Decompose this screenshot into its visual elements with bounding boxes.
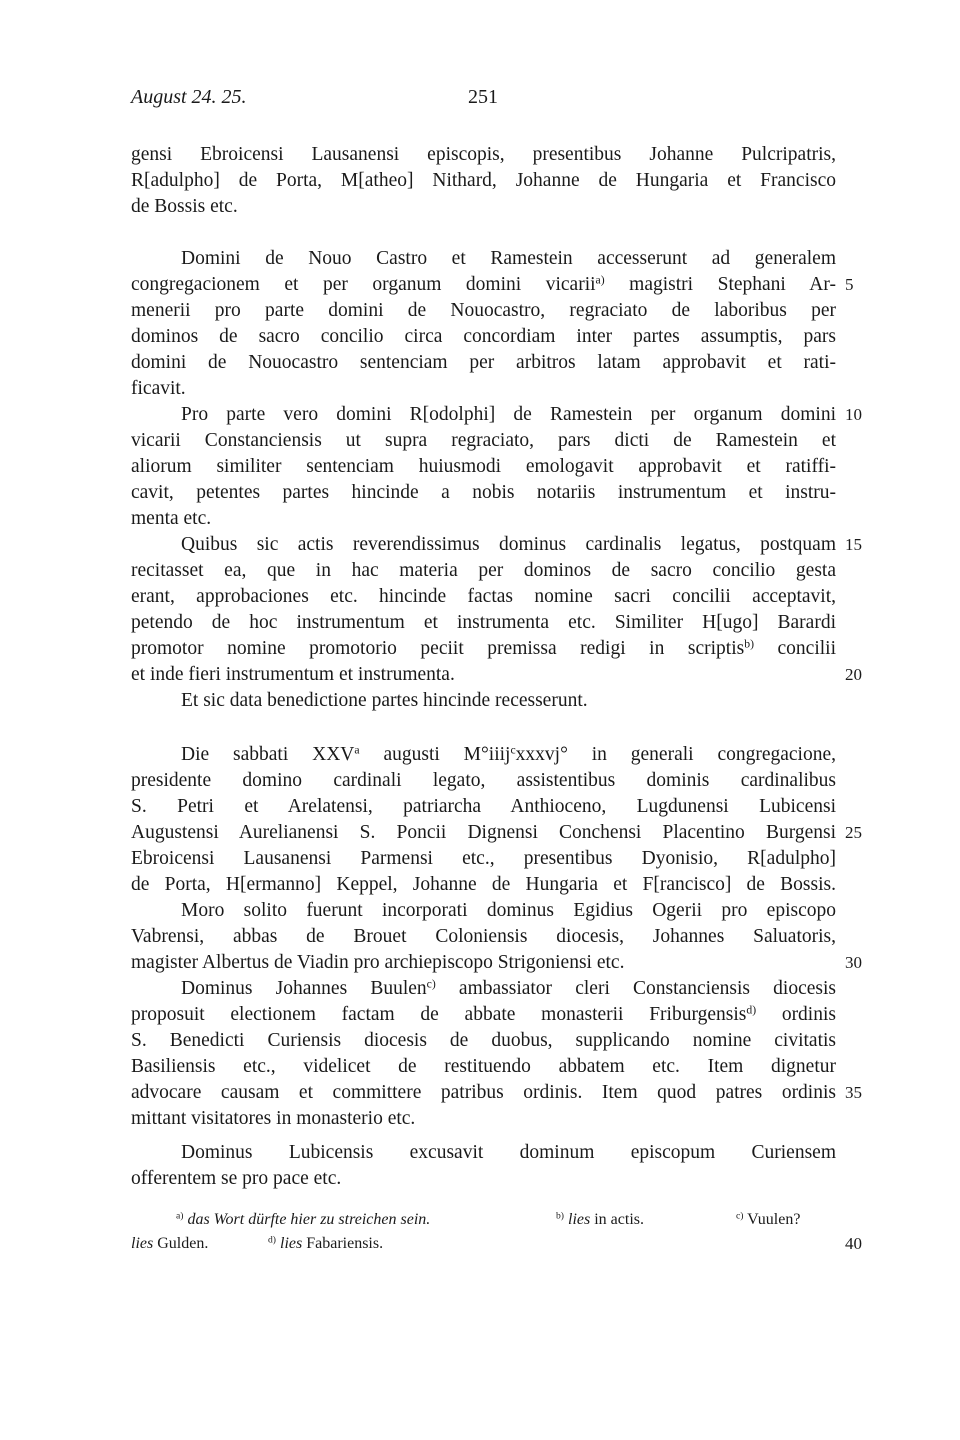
text-line <box>181 742 836 767</box>
superscript: c) <box>426 977 436 991</box>
footnote-marker: b) <box>556 1210 564 1222</box>
text-line <box>131 636 836 661</box>
line-number: 35 <box>845 1083 862 1102</box>
superscript: d) <box>746 1003 757 1017</box>
text-line <box>181 1140 836 1165</box>
text-line <box>131 194 836 219</box>
line-text: xxxvj° in generali congregacione, <box>515 744 837 765</box>
line-number: 30 <box>845 953 862 972</box>
line-text: erant, approbaciones etc. hincinde factas nomine sacri concilii acceptavit, <box>131 586 836 607</box>
line-text: advocare causam et committere patribus ordinis. Item quod patres ordinis <box>131 1082 836 1103</box>
text-line <box>131 142 836 167</box>
text-line <box>131 1080 836 1105</box>
text-line <box>131 794 836 819</box>
text-line <box>181 688 836 713</box>
line-text: Basiliensis etc., videlicet de restituendo abbatem etc. Item dignetur <box>131 1056 836 1077</box>
text-line <box>131 298 836 323</box>
line-text: mittant visitatores in monasterio etc. <box>131 1108 416 1129</box>
line-number: 15 <box>845 535 862 554</box>
line-text: concilii <box>753 638 836 659</box>
line-text: aliorum similiter sentenciam huiusmodi emologavit approbavit et ratiffi- <box>131 456 836 477</box>
line-text: Augustensi Aurelianensi S. Poncii Dignensi Conchensi Placentino Burgensi <box>131 822 836 843</box>
page-header <box>131 86 851 116</box>
superscript: b) <box>744 637 754 651</box>
line-text: Pro parte vero domini R[odolphi] de Ramestein per organum domini <box>181 404 836 425</box>
line-text: presidente domino cardinali legato, assistentibus dominis cardinalibus <box>131 770 836 791</box>
line-text: ambassiator cleri Constanciensis diocesis <box>435 978 836 999</box>
footnote-italic: lies <box>280 1235 303 1252</box>
footnote-text: Fabariensis. <box>302 1235 384 1252</box>
text-line <box>181 402 836 427</box>
text-line <box>181 532 836 557</box>
line-text: S. Petri et Arelatensi, patriarcha Anthioceno, Lugdunensi Lubicensi <box>131 796 836 817</box>
footnote-italic: lies <box>131 1235 154 1252</box>
footnote-c <box>736 1209 800 1231</box>
line-number: 20 <box>845 665 862 684</box>
line-number: 25 <box>845 823 862 842</box>
text-line <box>131 662 836 687</box>
footnote-marker: a) <box>176 1210 184 1222</box>
line-text: recitasset ea, que in hac materia per dominos de sacro concilio gesta <box>131 560 836 581</box>
footnote-b <box>556 1209 644 1231</box>
text-line <box>131 872 836 897</box>
text-line <box>131 454 836 479</box>
line-number: 40 <box>845 1234 862 1253</box>
superscript: a <box>354 743 360 757</box>
text-line <box>131 376 836 401</box>
line-text: vicarii Constanciensis ut supra regraciato, pars dicti de Ramestein et <box>131 430 836 451</box>
footnote-marker: c) <box>736 1210 744 1222</box>
footnote-text: das Wort dürfte hier zu streichen sein. <box>187 1211 431 1228</box>
line-text: Ebroicensi Lausanensi Parmensi etc., presentibus Dyonisio, R[adulpho] <box>131 848 836 869</box>
line-text: menerii pro parte domini de Nouocastro, regraciato de laboribus per <box>131 300 836 321</box>
text-line <box>131 846 836 871</box>
text-line <box>131 324 836 349</box>
text-line <box>131 584 836 609</box>
page-number: 251 <box>468 86 498 108</box>
line-text: magistri Stephani Ar- <box>604 274 836 295</box>
text-line <box>131 950 836 975</box>
text-line <box>131 480 836 505</box>
line-text: et inde fieri instrumentum et instrumenta. <box>131 664 455 685</box>
line-text: ficavit. <box>131 378 186 399</box>
text-line <box>131 610 836 635</box>
footnote-text: Vuulen? <box>747 1211 801 1228</box>
line-number: 5 <box>845 275 854 294</box>
text-line <box>181 898 836 923</box>
text-line <box>131 350 836 375</box>
line-text: magister Albertus de Viadin pro archiepiscopo Strigoniensi etc. <box>131 952 625 973</box>
line-text: Moro solito fuerunt incorporati dominus Egidius Ogerii pro episcopo <box>181 900 836 921</box>
text-line <box>131 272 836 297</box>
line-text: congregacionem et per organum domini vicarii <box>131 274 596 295</box>
line-text: Domini de Nouo Castro et Ramestein accesserunt ad generalem <box>181 248 836 269</box>
text-line <box>131 820 836 845</box>
text-line <box>131 768 836 793</box>
line-text: Dominus Johannes Buulen <box>181 978 427 999</box>
text-line <box>131 506 836 531</box>
text-line <box>131 1106 836 1131</box>
line-text: gensi Ebroicensi Lausanensi episcopis, presentibus Johanne Pulcripatris, <box>131 144 836 165</box>
line-text: Dominus Lubicensis excusavit dominum episcopum Curiensem <box>181 1142 836 1163</box>
text-line <box>181 246 836 271</box>
footnote-d <box>268 1233 383 1255</box>
superscript: c <box>510 743 516 757</box>
line-text: petendo de hoc instrumentum et instrumenta etc. Similiter H[ugo] Barardi <box>131 612 836 633</box>
text-line <box>131 1028 836 1053</box>
footnote-a <box>176 1209 430 1231</box>
line-text: de Bossis etc. <box>131 196 238 217</box>
text-line <box>131 168 836 193</box>
text-line <box>131 1166 836 1191</box>
text-line <box>131 558 836 583</box>
text-line <box>131 924 836 949</box>
line-text: augusti M°iiij <box>359 744 511 765</box>
line-text: R[adulpho] de Porta, M[atheo] Nithard, Johanne de Hungaria et Francisco <box>131 170 836 191</box>
line-text: Vabrensi, abbas de Brouet Coloniensis diocesis, Johannes Saluatoris, <box>131 926 836 947</box>
line-text: proposuit electionem factam de abbate monasterii Friburgensis <box>131 1004 747 1025</box>
line-text: Quibus sic actis reverendissimus dominus cardinalis legatus, postquam <box>181 534 836 555</box>
line-text: S. Benedicti Curiensis diocesis de duobus, supplicando nomine civitatis <box>131 1030 836 1051</box>
line-text: Et sic data benedictione partes hincinde recesserunt. <box>181 690 588 711</box>
footnote-text: in actis. <box>590 1211 644 1228</box>
footnote-c-continued <box>131 1233 208 1255</box>
line-text: ordinis <box>756 1004 836 1025</box>
text-line <box>131 1054 836 1079</box>
footnote-italic: lies <box>568 1211 591 1228</box>
text-line <box>131 428 836 453</box>
line-text: cavit, petentes partes hincinde a nobis notariis instrumentum et instru- <box>131 482 836 503</box>
text-line <box>131 1002 836 1027</box>
line-number: 10 <box>845 405 862 424</box>
running-head: August 24. 25. <box>131 86 247 108</box>
footnote-text: Gulden. <box>153 1235 209 1252</box>
line-text: de Porta, H[ermanno] Keppel, Johanne de Hungaria et F[rancisco] de Bossis. <box>131 874 836 895</box>
text-line <box>181 976 836 1001</box>
footnote-marker: d) <box>268 1234 276 1246</box>
line-text: dominos de sacro concilio circa concordiam inter partes assumptis, pars <box>131 326 836 347</box>
line-text: domini de Nouocastro sentenciam per arbitros latam approbavit et rati- <box>131 352 836 373</box>
line-text: promotor nomine promotorio peciit premissa redigi in scriptis <box>131 638 745 659</box>
line-text: menta etc. <box>131 508 212 529</box>
line-text: Die sabbati XXV <box>181 744 355 765</box>
superscript: a) <box>595 273 605 287</box>
line-text: offerentem se pro pace etc. <box>131 1168 342 1189</box>
